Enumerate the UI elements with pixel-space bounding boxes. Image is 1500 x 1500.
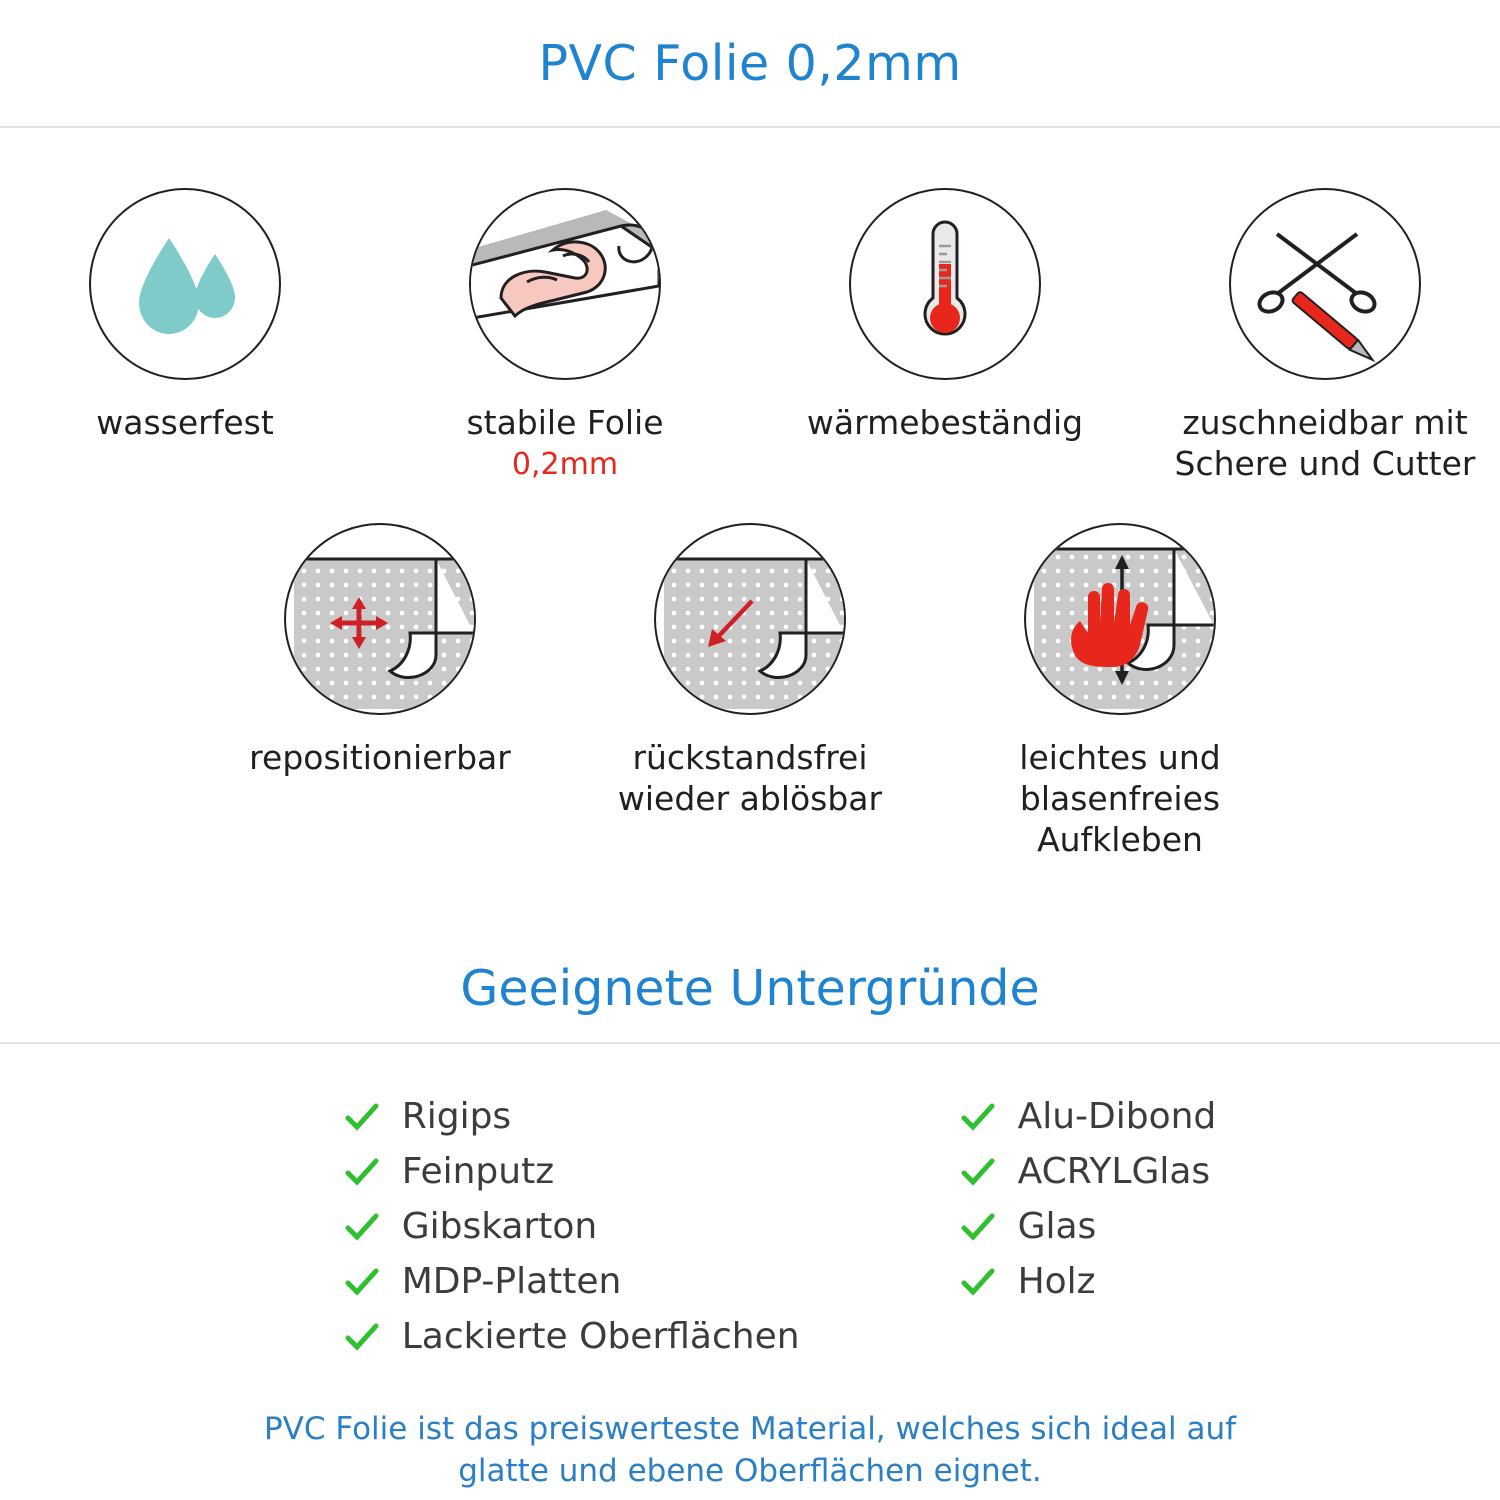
thermometer-icon: [851, 190, 1039, 378]
feature-icon-circle: [1229, 188, 1421, 380]
features-section: [0, 128, 1500, 864]
list-item-label: Alu-Dibond: [1017, 1096, 1217, 1138]
feature-waermebestaendig: [785, 188, 1105, 447]
feature-label: stabile Folie: [466, 403, 664, 442]
features-row-1: [0, 188, 1500, 489]
feature-icon-circle: [284, 523, 476, 715]
list-item-label: Feinputz: [401, 1151, 555, 1193]
feature-stabile-folie: [405, 188, 725, 482]
list-item-label: Glas: [1017, 1206, 1097, 1248]
list-item: [344, 1151, 800, 1192]
feature-zuschneidbar: [1165, 188, 1485, 489]
feature-sublabel: 0,2mm: [511, 447, 619, 483]
list-item: [960, 1151, 1217, 1192]
footer-note: [0, 1409, 1500, 1493]
substrates-title: Geeignete Untergründe: [460, 959, 1040, 1017]
feature-label: wasserfest: [96, 403, 274, 442]
feature-aufkleben: [960, 523, 1280, 865]
list-item: [960, 1261, 1217, 1302]
hand-smooth-icon: [1026, 525, 1214, 713]
list-item-label: Rigips: [401, 1096, 512, 1138]
list-item-label: Gibskarton: [401, 1206, 598, 1248]
feature-icon-circle: [89, 188, 281, 380]
substrates-title-bar: [0, 934, 1500, 1044]
reposition-arrows-icon: [286, 525, 474, 713]
check-icon: [344, 1154, 380, 1190]
peel-off-icon: [656, 525, 844, 713]
feature-icon-circle: [469, 188, 661, 380]
footer-line-1: PVC Folie ist das preiswerteste Material, welches sich ideal auf: [263, 1411, 1237, 1448]
page-title-bar: [0, 0, 1500, 128]
feature-wasserfest: [25, 188, 345, 447]
feature-label: zuschneidbar mit Schere und Cutter: [1174, 403, 1476, 484]
list-item: [344, 1206, 800, 1247]
water-drops-icon: [91, 190, 279, 378]
check-icon: [960, 1209, 996, 1245]
list-item: [344, 1261, 800, 1302]
check-icon: [344, 1099, 380, 1135]
feature-rueckstandsfrei: [590, 523, 910, 824]
substrates-left-column: [344, 1096, 800, 1357]
check-icon: [344, 1209, 380, 1245]
check-icon: [960, 1154, 996, 1190]
feature-icon-circle: [849, 188, 1041, 380]
list-item: [344, 1316, 800, 1357]
list-item-label: Lackierte Oberflächen: [401, 1316, 800, 1358]
list-item: [344, 1096, 800, 1137]
feature-label: wärmebeständig: [806, 403, 1084, 442]
check-icon: [344, 1319, 380, 1355]
feature-label: repositionierbar: [249, 737, 511, 777]
check-icon: [344, 1264, 380, 1300]
check-icon: [960, 1099, 996, 1135]
scissors-cutter-icon: [1231, 190, 1419, 378]
substrates-right-column: [960, 1096, 1217, 1357]
feature-label: rückstandsfrei wieder ablösbar: [617, 737, 883, 818]
list-item: [960, 1206, 1217, 1247]
features-row-2: [0, 523, 1500, 865]
substrates-section: [0, 1096, 1500, 1357]
page-title: PVC Folie 0,2mm: [538, 34, 962, 92]
check-icon: [960, 1264, 996, 1300]
footer-line-2: glatte und ebene Oberflächen eignet.: [458, 1453, 1042, 1490]
list-item-label: MDP-Platten: [401, 1261, 622, 1303]
list-item: [960, 1096, 1217, 1137]
feature-label: leichtes und blasenfreies Aufkleben: [1019, 737, 1221, 859]
feature-repositionierbar: [220, 523, 540, 782]
list-item-label: ACRYLGlas: [1017, 1151, 1211, 1193]
feature-icon-circle: [654, 523, 846, 715]
list-item-label: Holz: [1017, 1261, 1096, 1303]
feature-icon-circle: [1024, 523, 1216, 715]
strong-arm-film-icon: [471, 190, 659, 378]
